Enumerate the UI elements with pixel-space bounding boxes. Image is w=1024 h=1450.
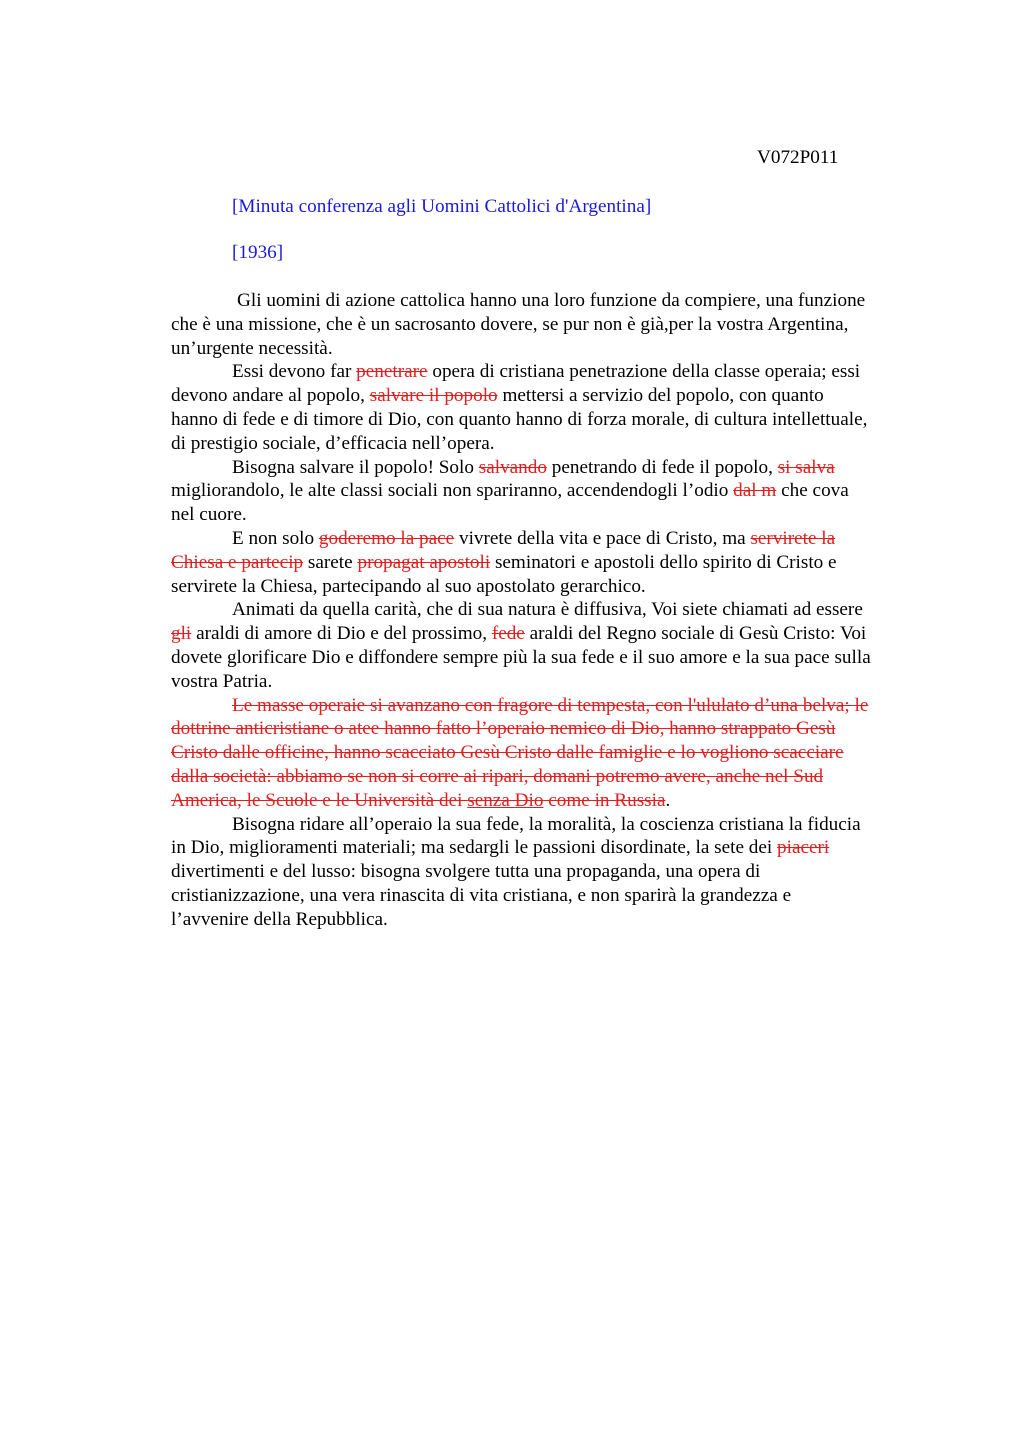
text: vivrete della vita e pace di Cristo, ma: [454, 527, 751, 549]
p5-line-4: vostra Patria.: [171, 670, 273, 692]
text: Bisogna salvare il popolo! Solo: [232, 456, 479, 478]
p6-line-3: [171, 741, 931, 765]
deleted-text: Le masse operaie si avanzano con fragore di tempesta, con l'ululato d’una belva; le: [232, 694, 869, 716]
deleted-text: penetrare: [356, 361, 428, 383]
deleted-text: dalla società: abbiamo se non si corre ai ripari, domani potremo avere, anche nel Sud: [171, 765, 824, 787]
deleted-text: dottrine anticristiane o atee hanno fatto l’operaio nemico di Dio, hanno strappato Gesù: [171, 718, 836, 740]
deleted-text: Cristo dalle officine, hanno scacciato Gesù Cristo dalle famiglie e lo vogliono scacciare: [171, 742, 844, 764]
p2-line-4: di prestigio sociale, d’efficacia nell’opera.: [171, 432, 495, 454]
p6-line-5: [171, 789, 931, 813]
deleted-text: dal m: [733, 480, 777, 502]
text: araldi del Regno sociale di Gesù Cristo: Voi: [524, 623, 867, 645]
p5-line-1: Animati da quella carità, che di sua natura è diffusiva, Voi siete chiamati ad essere: [232, 599, 863, 621]
deleted-text: servirete la: [750, 527, 836, 549]
p7-line-5: l’avvenire della Repubblica.: [171, 908, 388, 930]
deleted-text: si salva: [777, 456, 835, 478]
deleted-text: goderemo la pace: [318, 527, 455, 549]
p2-line-2: [171, 384, 931, 408]
deleted-text: come in Russia: [543, 789, 666, 811]
p7-line-2: [171, 836, 931, 860]
p1-line-2: che è una missione, che è un sacrosanto dovere, se pur non è già,per la vostra Argentina,: [171, 313, 849, 335]
document-year: [1936]: [232, 242, 284, 263]
text: opera di cristiana penetrazione della classe operaia; essi: [427, 361, 861, 383]
text: che cova: [776, 480, 849, 502]
p1-line-3: un’urgente necessità.: [171, 337, 333, 359]
deleted-text: salvare il popolo: [369, 385, 498, 407]
p2-line-1: [171, 360, 931, 384]
text: penetrando di fede il popolo,: [546, 456, 778, 478]
p4-line-1: [171, 527, 931, 551]
text: migliorandolo, le alte classi sociali non spariranno, accendendogli l’odio: [171, 480, 734, 502]
text: seminatori e apostoli dello spirito di Cristo e: [490, 551, 837, 573]
p5-line-2: [171, 622, 931, 646]
p6-line-4: [171, 765, 931, 789]
p4-line-3: servirete la Chiesa, partecipando al suo apostolato gerarchico.: [171, 575, 646, 597]
p1-line-1: Gli uomini di azione cattolica hanno una loro funzione da compiere, una funzione: [237, 290, 866, 311]
text: sarete: [303, 551, 358, 573]
p7-line-4: cristianizzazione, una vera rinascita di vita cristiana, e non sparirà la grandezza e: [171, 884, 792, 906]
text: E non solo: [232, 527, 319, 549]
p2-line-3: hanno di fede e di timore di Dio, con quanto hanno di forza morale, di cultura intellettuale,: [171, 408, 868, 430]
text: araldi di amore di Dio e del prossimo,: [191, 623, 492, 645]
text: .: [665, 789, 671, 811]
p7-line-3: divertimenti e del lusso: bisogna svolgere tutta una propaganda, una opera di: [171, 861, 761, 883]
p5-line-3: dovete glorificare Dio e diffondere sempre più la sua fede e il suo amore e la sua pace sulla: [171, 646, 871, 668]
p3-line-2: [171, 479, 931, 503]
document-body: [171, 289, 931, 932]
p3-line-3: nel cuore.: [171, 504, 247, 526]
p6-line-2: [171, 717, 931, 741]
deleted-text: propagat apostoli: [357, 551, 491, 573]
p6-line-1: [171, 694, 931, 718]
p4-line-2: [171, 551, 931, 575]
p3-line-1: [171, 456, 931, 480]
deleted-text: salvando: [478, 456, 547, 478]
p7-line-1: Bisogna ridare all’operaio la sua fede, la moralità, la coscienza cristiana la fiducia: [232, 813, 861, 835]
deleted-text: America, le Scuole e le Università dei: [171, 789, 468, 811]
text: devono andare al popolo,: [171, 385, 370, 407]
document-id: V072P011: [757, 147, 839, 168]
deleted-text: fede: [491, 623, 525, 645]
deleted-underlined-text: senza Dio: [467, 789, 544, 811]
deleted-text: Chiesa e partecip: [171, 551, 304, 573]
document-title: [Minuta conferenza agli Uomini Cattolici d'Argentina]: [232, 196, 652, 217]
deleted-text: gli: [171, 623, 192, 645]
text: mettersi a servizio del popolo, con quanto: [497, 385, 824, 407]
deleted-text: piaceri: [777, 837, 830, 859]
text: in Dio, miglioramenti materiali; ma sedargli le passioni disordinate, la sete dei: [171, 837, 778, 859]
text: Essi devono far: [232, 361, 357, 383]
